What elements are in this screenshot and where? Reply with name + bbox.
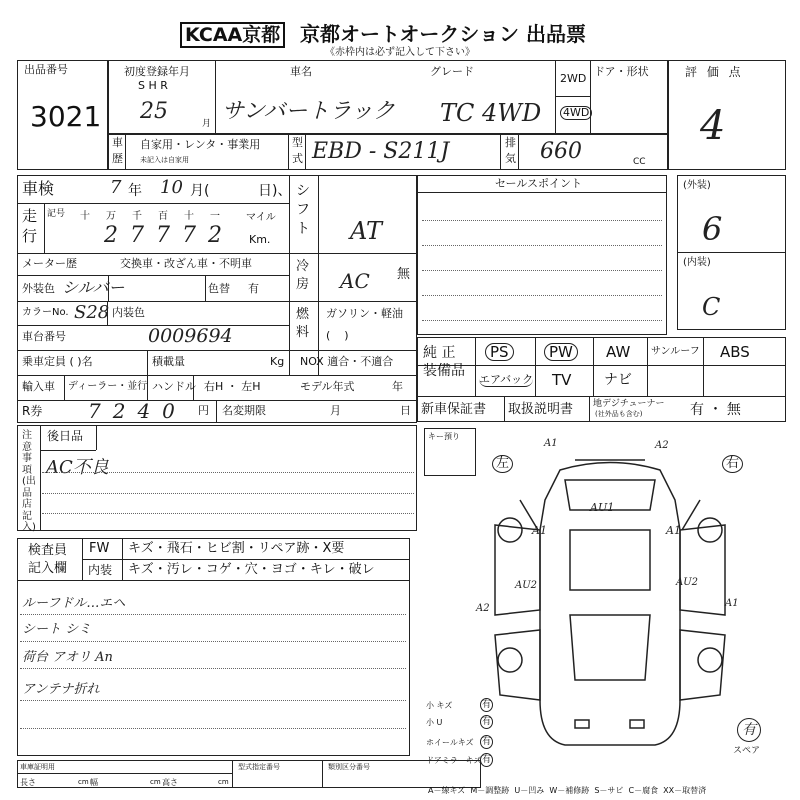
lot-number-label: 出品番号 (24, 63, 68, 76)
mileage-unit-km: Km. (249, 233, 271, 246)
model-year-label: モデル年式 (300, 380, 355, 393)
color-no-label: カラーNo. (22, 307, 69, 318)
right-side-label: 右 (722, 455, 743, 473)
equipment-airbag: エアバック (479, 373, 534, 386)
interior-check-label: 内装 (88, 563, 113, 577)
owners-manual: 取扱説明書 (508, 402, 574, 417)
displacement: 660 (540, 139, 582, 164)
equipment-label: 純 正 装備品 (423, 345, 465, 379)
door-shape-label: ドア・形状 (594, 65, 649, 78)
mileage-symbol: 記号 (47, 209, 66, 219)
damage-mark-roof: AU1 (590, 501, 615, 514)
mileage-digit: 7 (130, 223, 144, 248)
history-options: 自家用・レンタ・事業用 (140, 138, 261, 151)
equipment-abs: ABS (720, 343, 750, 361)
drive-4wd: 4WD (560, 106, 592, 120)
cc-unit: CC (633, 157, 646, 167)
color-no: S28 (74, 302, 110, 323)
equipment-sunroof: サンルーフ (651, 346, 700, 357)
damage-mark-right-front: A1 (666, 524, 681, 537)
digit-header: 一 (210, 211, 220, 222)
form-subtitle: 《赤枠内は必ず記入して下さい》 (325, 47, 475, 58)
displacement-label-1: 排 (505, 136, 516, 149)
damage-mark-bonnet: A2 (655, 440, 669, 451)
digit-header: 十 (80, 211, 90, 222)
inspection-month: 10 (160, 177, 183, 198)
displacement-label-2: 気 (505, 152, 516, 165)
meter-history-options: 交換車・改ざん車・不明車 (120, 257, 252, 270)
mileage-digits (104, 224, 234, 248)
inspection-year: 7 (110, 177, 122, 198)
digital-tuner-yes-no: 有 ・ 無 (690, 402, 741, 418)
header (0, 0, 800, 60)
inspector-note: ルーフドル…エヘ (22, 596, 126, 611)
damage-mark-left-rear: AU2 (515, 580, 538, 591)
height-unit: cm (218, 778, 229, 786)
inspection-label: 車検 (22, 179, 55, 198)
mileage-digit: 7 (182, 223, 196, 248)
fuel-label: 燃料 (296, 307, 310, 340)
capacity-label: 乗車定員 ( )名 (22, 355, 93, 368)
equipment-tv: TV (552, 371, 572, 389)
model-label-1: 型 (292, 136, 303, 149)
drive-2wd: 2WD (560, 72, 587, 85)
inspector-note: 荷台 アオリ An (22, 650, 113, 665)
fw-items: キズ・飛石・ヒビ割・リペア跡・X要 (128, 541, 345, 556)
digit-header: 百 (158, 211, 168, 222)
key-deposit-label: キー預り (428, 432, 460, 441)
ac-label: 冷房 (296, 259, 310, 292)
sales-point-label: セールスポイント (495, 177, 583, 190)
fuel-options: ガソリン・軽油 (326, 307, 403, 320)
car-name: サンバートラック (222, 99, 395, 124)
model-year-unit: 年 (392, 380, 403, 393)
digital-tuner: 地デジチューナー (593, 399, 665, 409)
fw-label: FW (89, 541, 110, 556)
sales-point-box (417, 175, 667, 335)
shift-value: AT (350, 217, 383, 245)
length-unit: cm (78, 778, 89, 786)
model-code: EBD - S211J (312, 139, 450, 164)
width-unit: cm (150, 778, 161, 786)
nox-label: NOX 適合・不適合 (300, 355, 394, 368)
spare-tire-label: スペア (733, 746, 761, 756)
legend-mirror-scratch-yes: 有 (482, 755, 492, 765)
equipment-pw: PW (544, 343, 578, 361)
interior-score-label: (内装) (683, 257, 711, 268)
ac-value: AC (340, 269, 370, 293)
month-unit: 月( (190, 183, 210, 199)
chassis-number: 0009694 (148, 325, 233, 347)
legend-small-scratch-yes: 有 (482, 700, 492, 710)
notes-text: AC不良 (46, 457, 109, 478)
exterior-color: シルバー (62, 278, 125, 297)
garage-cert-label: 車庫証明用 (20, 763, 55, 771)
mileage-digit: 2 (104, 223, 118, 248)
mileage-label-2: 行 (22, 227, 38, 245)
handle-options: 右H ・ 左H (204, 380, 261, 393)
name-change-month: 月 (330, 404, 341, 417)
meter-history-label: メーター歴 (22, 257, 77, 270)
mileage-label-1: 走 (22, 207, 38, 225)
auction-logo: KCAA京都 (180, 22, 285, 48)
legend-wheel-scratch: ホイールキズ (426, 738, 474, 747)
spare-tire-yes: 有 (737, 718, 761, 742)
digit-header: 千 (132, 211, 142, 222)
legend-wheel-scratch-yes: 有 (482, 737, 492, 747)
era-options: S H R (138, 79, 168, 92)
first-reg-month-unit: 月 (202, 119, 212, 129)
legend-small-scratch: 小 キズ (426, 701, 453, 710)
digital-tuner-sub: (社外品も含む) (595, 410, 643, 418)
color-change-value: 有 (248, 282, 259, 295)
chassis-label: 車台番号 (22, 330, 66, 343)
history-note: 未記入は自家用 (140, 156, 189, 164)
height-label: 高さ (162, 778, 178, 787)
class-number-label: 類別区分番号 (328, 763, 370, 771)
handle-label: ハンドル (152, 380, 196, 393)
length-label: 長さ (20, 778, 36, 787)
grade: TC 4WD (440, 99, 542, 127)
import-label: 輸入車 (22, 380, 55, 393)
damage-mark-left-side: A2 (476, 603, 490, 614)
legend-mirror-scratch: ドアミラーキズ (426, 756, 482, 765)
digit-header: 十 (184, 211, 194, 222)
first-reg-label: 初度登録年月 (124, 65, 190, 78)
notes-label: 注意事項(出品店記入) (22, 430, 36, 533)
damage-code-legend: A－線キズ M－調整跡 U－凹み W－補修跡 S－サビ C－腐食 XX－取替済 (428, 786, 707, 795)
legend-small-dent-yes: 有 (482, 717, 492, 727)
form-title: 京都オートオークション 出品票 (300, 22, 586, 46)
damage-mark-left-front: A1 (532, 524, 547, 537)
type-designation-label: 型式指定番号 (238, 763, 280, 771)
recycle-amount: 7240 (88, 399, 187, 423)
score-label: 評 価 点 (685, 65, 744, 79)
equipment-ps: PS (485, 343, 514, 361)
grade-label: グレード (430, 65, 474, 78)
exterior-score: 6 (702, 210, 723, 248)
inspector-label: 検査員記入欄 (28, 543, 68, 576)
mileage-digit-headers (80, 207, 240, 221)
interior-check-items: キズ・汚レ・コゲ・穴・ヨゴ・キレ・破レ (128, 562, 375, 577)
mileage-digit: 2 (208, 223, 222, 248)
first-reg-year: 25 (140, 99, 168, 124)
inspector-note: アンテナ折れ (22, 682, 100, 697)
damage-mark-right-rear: AU2 (676, 577, 699, 588)
damage-mark-right-side: A1 (725, 598, 739, 609)
fuel-other: ( ) (326, 329, 349, 342)
equipment-aw: AW (606, 343, 631, 361)
year-unit: 年 (128, 183, 142, 199)
history-label-2: 歴 (112, 152, 123, 165)
exterior-color-label: 外装色 (22, 282, 55, 295)
width-label: 幅 (90, 778, 98, 787)
equipment-navi: ナビ (604, 372, 632, 388)
mileage-unit-mile: マイル (246, 212, 276, 223)
car-name-label: 車名 (290, 65, 312, 78)
ac-none: 無 (397, 267, 411, 282)
day-unit: 日)、 (258, 183, 292, 199)
damage-mark-front: A1 (544, 438, 558, 449)
interior-color-label: 内装色 (112, 306, 145, 319)
model-label-2: 式 (292, 152, 303, 165)
dealer-label: ディーラー・並行 (68, 381, 148, 392)
overall-score: 4 (700, 103, 726, 149)
yen-unit: 円 (198, 404, 209, 417)
name-change-label: 名変期限 (222, 404, 266, 417)
lot-number: 3021 (30, 100, 102, 133)
shift-label: シフト (296, 183, 310, 237)
load-unit: Kg (270, 355, 285, 368)
mileage-digit: 7 (156, 223, 170, 248)
recycle-label: R券 (22, 404, 43, 418)
car-diagram (480, 440, 740, 770)
color-change-label: 色替 (208, 282, 230, 295)
legend-small-dent: 小 U (426, 718, 443, 727)
interior-score: C (702, 293, 721, 321)
inspector-note: シート シミ (22, 622, 92, 637)
exterior-score-label: (外装) (683, 180, 711, 191)
left-side-label: 左 (492, 455, 513, 473)
digit-header: 万 (106, 211, 116, 222)
name-change-day: 日 (400, 404, 411, 417)
history-label-1: 車 (112, 136, 123, 149)
new-car-warranty: 新車保証書 (421, 402, 487, 417)
later-items-label: 後日品 (47, 429, 84, 443)
load-label: 積載量 (152, 355, 185, 368)
